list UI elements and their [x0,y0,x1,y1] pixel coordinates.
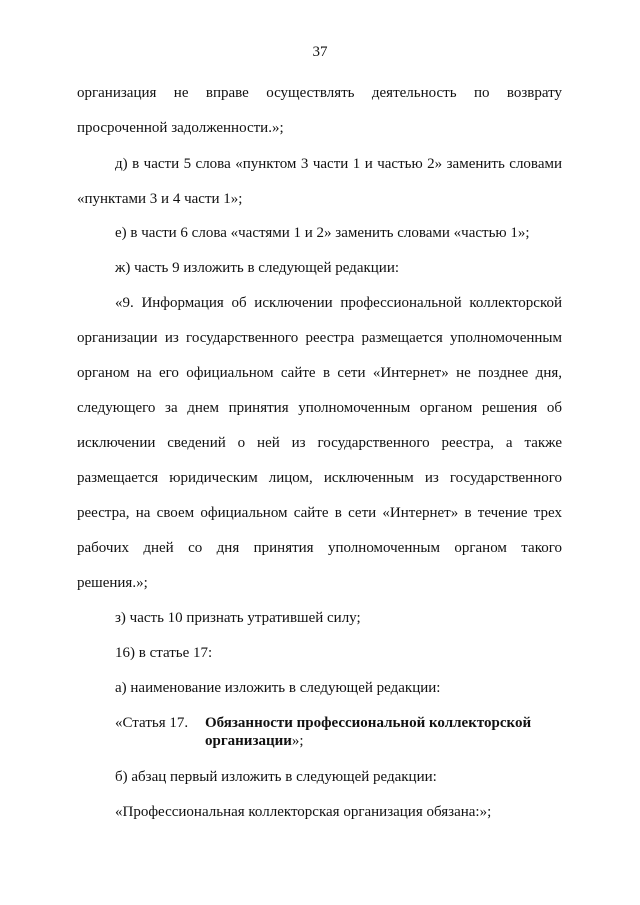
article-title [205,714,545,750]
text-line: а) наименование изложить в следующей редакции: [115,680,441,696]
text-line: размещается юридическим лицом, исключенным из государственного [77,470,562,486]
article-title-bold: Обязанности профессиональной коллекторской организации [205,715,532,749]
text-line: органом на его официальном сайте в сети «Интернет» не позднее дня, [77,365,562,381]
text-line: просроченной задолженности.»; [77,120,284,136]
article-label: «Статья 17. [115,715,189,731]
article-title-tail: »; [291,733,304,749]
text-line: з) часть 10 признать утратившей силу; [115,610,361,626]
text-line: «Профессиональная коллекторская организация обязана:»; [115,804,492,820]
text-line: рабочих дней со дня принятия уполномоченным органом такого [77,540,562,556]
text-line: б) абзац первый изложить в следующей редакции: [115,769,437,785]
text-line: следующего за днем принятия уполномоченным органом решения об [77,400,562,416]
text-line: «пунктами 3 и 4 части 1»; [77,191,243,207]
text-line: реестра, на своем официальном сайте в сети «Интернет» в течение трех [77,505,562,521]
text-line: исключении сведений о ней из государственного реестра, а также [77,435,562,451]
text-line: е) в части 6 слова «частями 1 и 2» заменить словами «частью 1»; [115,225,530,241]
text-line: ж) часть 9 изложить в следующей редакции: [115,260,400,276]
text-line: 16) в статье 17: [115,645,213,661]
text-line: организация не вправе осуществлять деятельность по возврату [77,85,562,101]
text-line: решения.»; [77,575,148,591]
text-line: «9. Информация об исключении профессиональной коллекторской [115,295,562,311]
text-line: д) в части 5 слова «пунктом 3 части 1 и частью 2» заменить словами [115,156,562,172]
page-number: 37 [312,44,328,60]
text-line: организации из государственного реестра размещается уполномоченным [77,330,562,346]
